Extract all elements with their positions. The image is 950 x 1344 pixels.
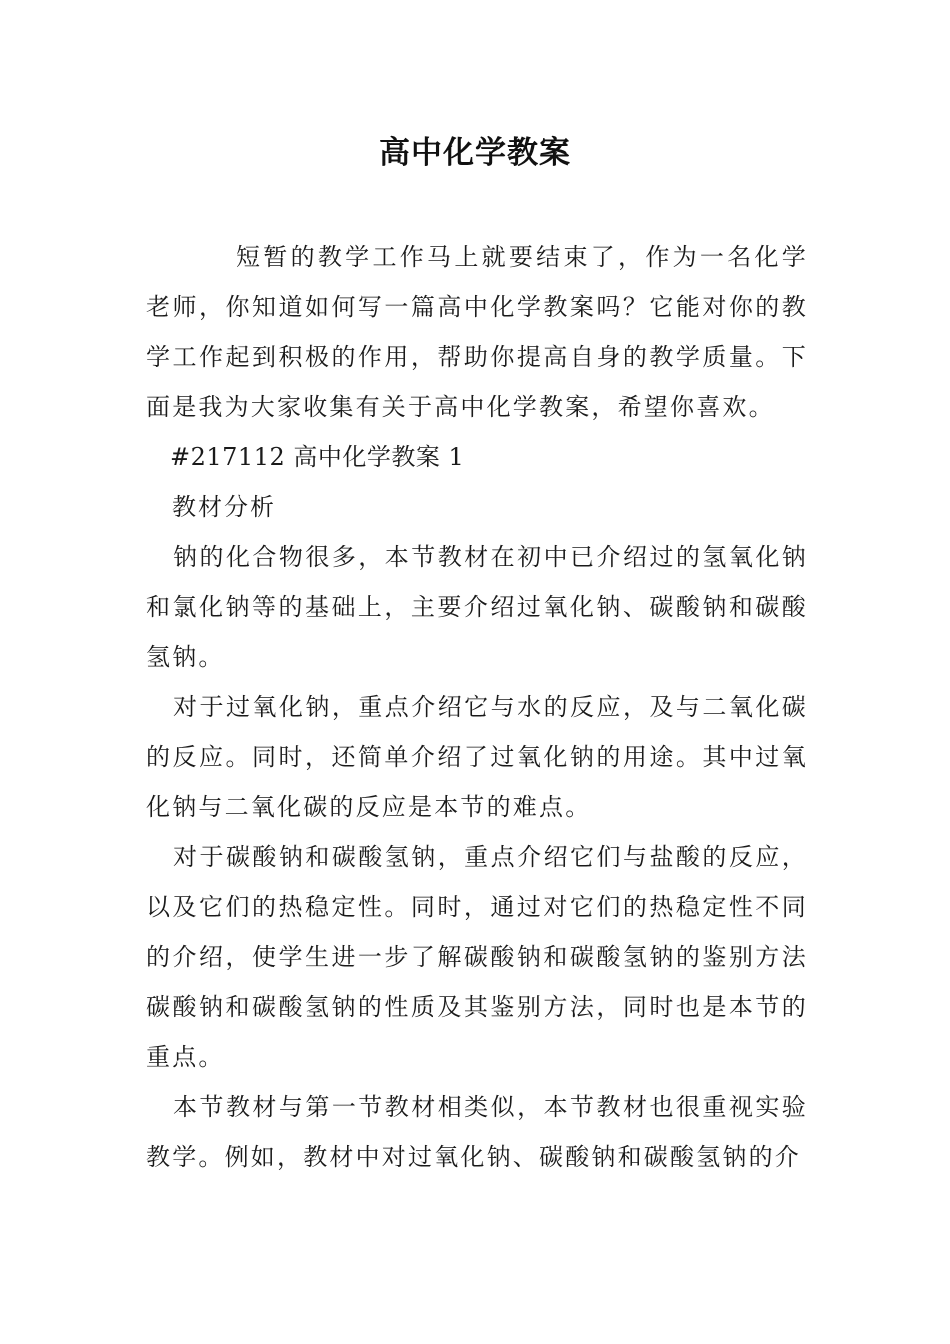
document-body [146, 232, 808, 1182]
body-paragraph: 对于过氧化钠，重点介绍它与水的反应，及与二氧化碳的反应。同时，还简单介绍了过氧化钠的用途。其中过氧化钠与二氧化碳的反应是本节的难点。 [146, 693, 808, 821]
document-title: 高中化学教案 [379, 135, 571, 171]
subheading: 教材分析 [172, 493, 276, 521]
body-paragraph: 本节教材与第一节教材相类似，本节教材也很重视实验教学。例如，教材中对过氧化钠、碳酸钠和碳酸氢钠的介 [146, 1093, 808, 1171]
intro-paragraph: 短暂的教学工作马上就要结束了，作为一名化学老师，你知道如何写一篇高中化学教案吗？它能对你的教学工作起到积极的作用，帮助你提高自身的教学质量。下面是我为大家收集有关于高中化学教案，希望你喜欢。 [146, 243, 808, 421]
body-paragraph: 钠的化合物很多，本节教材在初中已介绍过的氢氧化钠和氯化钠等的基础上，主要介绍过氧化钠、碳酸钠和碳酸氢钠。 [146, 543, 808, 671]
body-paragraph: 对于碳酸钠和碳酸氢钠，重点介绍它们与盐酸的反应，以及它们的热稳定性。同时，通过对它们的热稳定性不同的介绍，使学生进一步了解碳酸钠和碳酸氢钠的鉴别方法碳酸钠和碳酸氢钠的性质及其鉴别方法，同时也是本节的重点。 [146, 843, 808, 1071]
section-heading: #217112 高中化学教案 1 [170, 443, 465, 471]
